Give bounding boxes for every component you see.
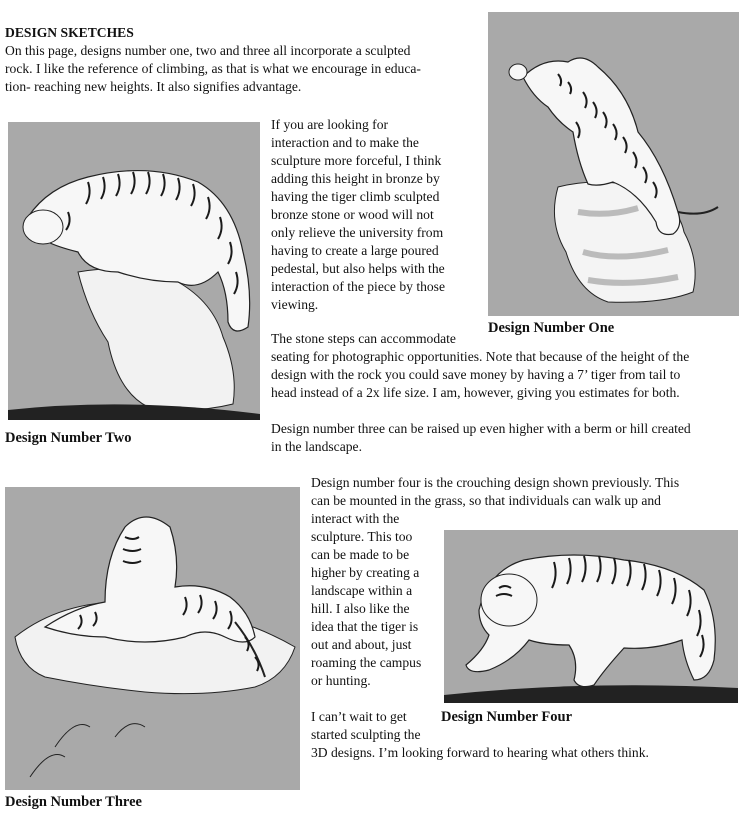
paragraph-line: viewing. xyxy=(271,297,319,312)
crouching-tiger-illustration xyxy=(444,530,738,703)
paragraph-line: Design number three can be raised up even higher with a berm or hill created xyxy=(271,421,691,436)
design-three-caption: Design Number Three xyxy=(5,794,142,810)
paragraph-line: hill. I also like the xyxy=(311,601,410,616)
paragraph-line: landscape within a xyxy=(311,583,413,598)
reclining-tiger-illustration xyxy=(5,487,300,790)
paragraph-line: sculpture more forceful, I think xyxy=(271,153,442,168)
paragraph-line: having to create a large poured xyxy=(271,243,439,258)
design-three-sketch xyxy=(5,487,300,790)
page-heading: DESIGN SKETCHES xyxy=(5,25,134,40)
paragraph-line: started sculpting the xyxy=(311,727,421,742)
paragraph-line: interaction of the piece by those xyxy=(271,279,446,294)
paragraph-line: sculpture. This too xyxy=(311,529,413,544)
interaction-paragraph xyxy=(271,116,486,314)
paragraph-line: can be mounted in the grass, so that individuals can walk up and xyxy=(311,493,661,508)
intro-line: On this page, designs number one, two and three all incorporate a sculpted xyxy=(5,43,411,58)
climbing-tiger-illustration xyxy=(488,12,739,316)
paragraph-line: head instead of a 2x life size. I am, however, giving you estimates for both. xyxy=(271,385,680,400)
design-one-caption: Design Number One xyxy=(488,320,615,336)
design-two-caption: Design Number Two xyxy=(5,430,132,446)
paragraph-line: If you are looking for xyxy=(271,117,389,132)
paragraph-line: roaming the campus xyxy=(311,655,422,670)
paragraph-line: having the tiger climb sculpted xyxy=(271,189,440,204)
design-two-sketch xyxy=(8,122,260,420)
paragraph-line: can be made to be xyxy=(311,547,410,562)
intro-line: rock. I like the reference of climbing, as that is what we encourage in educa- xyxy=(5,61,421,76)
paragraph-line: 3D designs. I’m looking forward to hearing what others think. xyxy=(311,745,649,760)
design-four-sketch xyxy=(444,530,738,703)
paragraph-line: I can’t wait to get xyxy=(311,709,407,724)
paragraph-line: higher by creating a xyxy=(311,565,420,580)
paragraph-line: adding this height in bronze by xyxy=(271,171,440,186)
paragraph-line: Design number four is the crouching design shown previously. This xyxy=(311,475,680,490)
descending-tiger-illustration xyxy=(8,122,260,420)
paragraph-line: bronze stone or wood will not xyxy=(271,207,434,222)
paragraph-line: or hunting. xyxy=(311,673,371,688)
paragraph-line: only relieve the university from xyxy=(271,225,444,240)
intro-line: tion- reaching new heights. It also signifies advantage. xyxy=(5,79,302,94)
paragraph-line: out and about, just xyxy=(311,637,412,652)
paragraph-line: in the landscape. xyxy=(271,439,362,454)
design-four-caption: Design Number Four xyxy=(441,709,573,725)
paragraph-line: seating for photographic opportunities. Note that because of the height of the xyxy=(271,349,690,364)
paragraph-line: interaction and to make the xyxy=(271,135,419,150)
paragraph-line: design with the rock you could save money by having a 7’ tiger from tail to xyxy=(271,367,681,382)
paragraph-line: pedestal, but also helps with the xyxy=(271,261,445,276)
stone-steps-paragraph xyxy=(271,330,749,402)
paragraph-line: idea that the tiger is xyxy=(311,619,419,634)
design-three-paragraph xyxy=(271,420,749,456)
paragraph-line: The stone steps can accommodate xyxy=(271,331,456,346)
intro-block xyxy=(5,24,475,96)
paragraph-line: interact with the xyxy=(311,511,400,526)
design-one-sketch xyxy=(488,12,739,316)
